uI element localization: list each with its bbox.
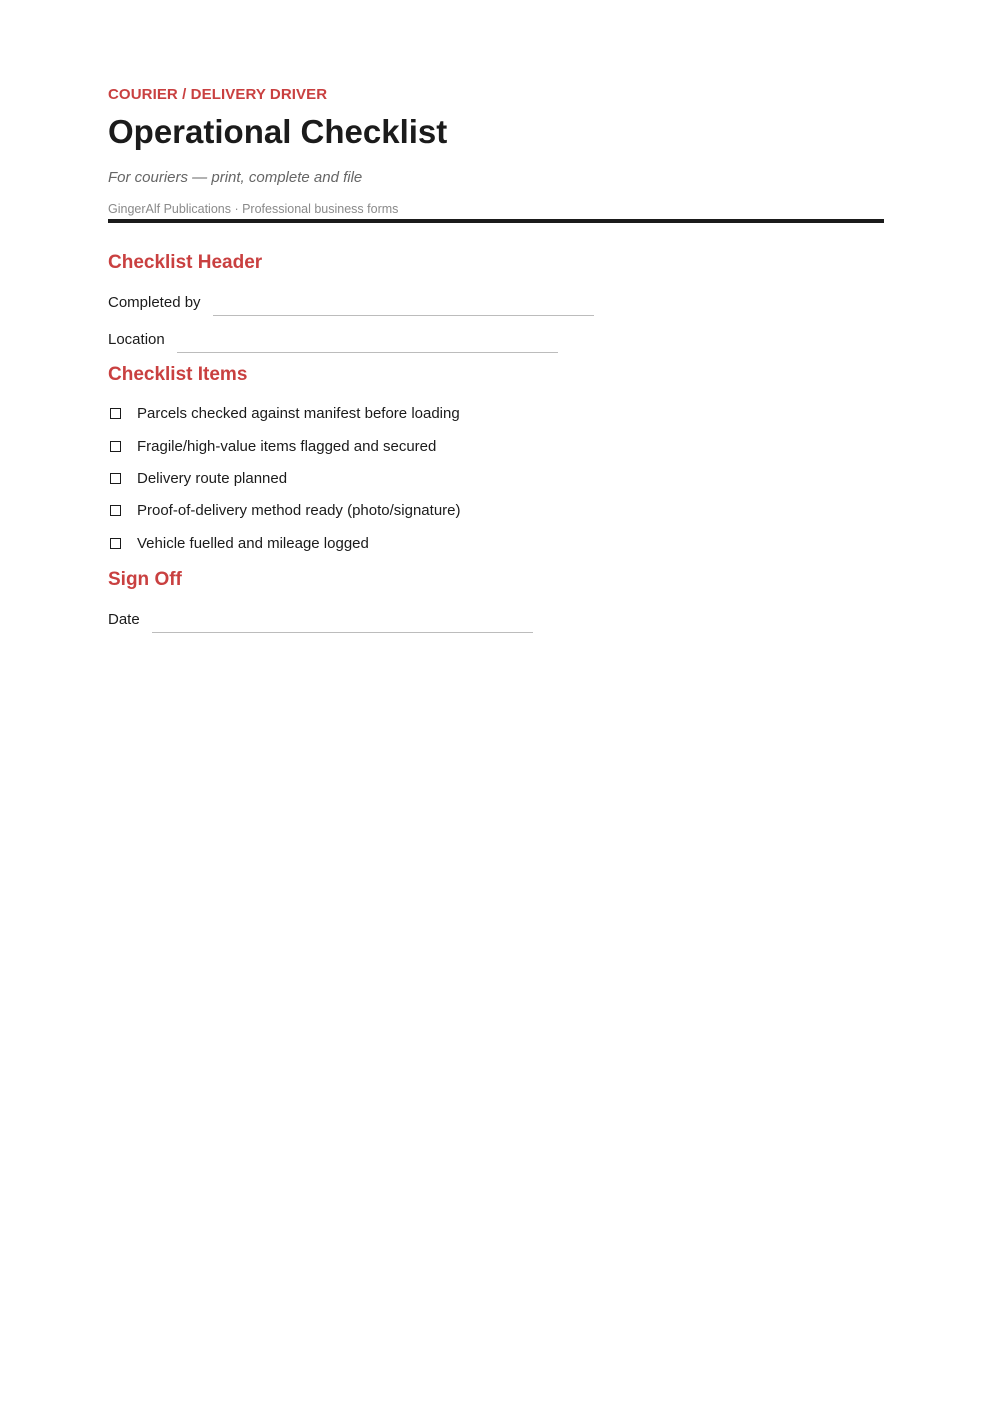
checklist-item[interactable] [108, 402, 460, 424]
checkbox[interactable] [110, 505, 121, 516]
date-label: Date [108, 611, 140, 628]
checklist-item-label: Parcels checked against manifest before loading [137, 404, 460, 422]
section-heading-sign-off: Sign Off [108, 569, 182, 590]
checklist-item-label: Fragile/high-value items flagged and secured [137, 437, 437, 455]
header-divider [108, 219, 884, 223]
location-label: Location [108, 331, 165, 348]
checklist-item-label: Proof-of-delivery method ready (photo/signature) [137, 501, 461, 519]
checkbox[interactable] [110, 441, 121, 452]
completed-by-field[interactable] [108, 288, 594, 312]
form-category: COURIER / DELIVERY DRIVER [108, 86, 328, 103]
page-subtitle: For couriers — print, complete and file [108, 169, 363, 186]
page-title: Operational Checklist [108, 113, 448, 150]
checkbox[interactable] [110, 538, 121, 549]
publisher-line: GingerAlf Publications · Professional business forms [108, 202, 399, 216]
section-heading-checklist-header: Checklist Header [108, 252, 263, 273]
location-field[interactable] [108, 325, 558, 349]
checklist-item[interactable] [108, 467, 287, 489]
completed-by-label: Completed by [108, 294, 201, 311]
location-input-line[interactable] [177, 351, 558, 353]
completed-by-input-line[interactable] [213, 314, 594, 316]
checkbox[interactable] [110, 408, 121, 419]
checklist-item[interactable] [108, 499, 461, 521]
date-input-line[interactable] [152, 631, 533, 633]
checklist-item[interactable] [108, 532, 369, 554]
checklist-item-label: Vehicle fuelled and mileage logged [137, 534, 369, 552]
section-heading-checklist-items: Checklist Items [108, 364, 248, 385]
date-field[interactable] [108, 605, 533, 629]
checklist-item[interactable] [108, 435, 436, 457]
checkbox[interactable] [110, 473, 121, 484]
checklist-item-label: Delivery route planned [137, 469, 288, 487]
